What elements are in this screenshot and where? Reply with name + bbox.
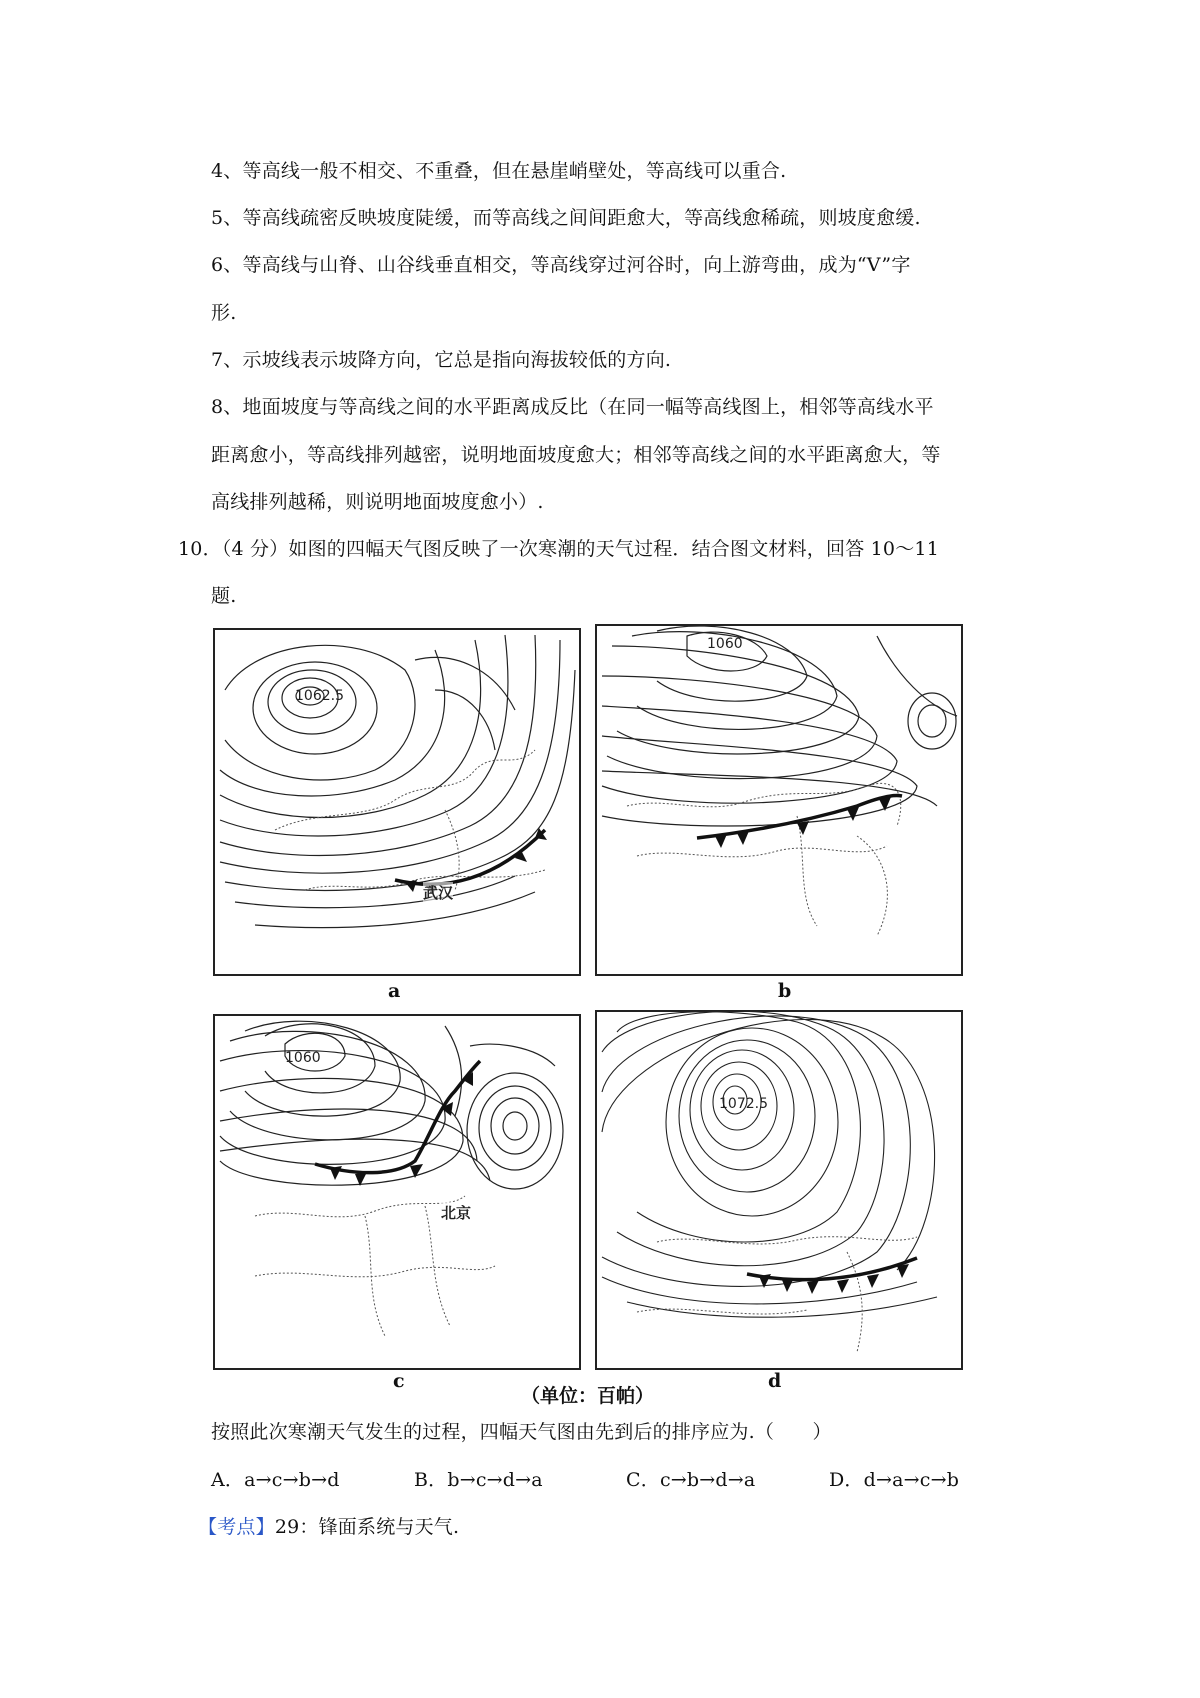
- note-8-line2: 距离愈小，等高线排列越密，说明地面坡度愈大；相邻等高线之间的水平距离愈大，等: [211, 444, 941, 466]
- pressure-unit-caption: （单位：百帕）: [521, 1385, 655, 1407]
- option-c[interactable]: C．c→b→d→a: [626, 1469, 756, 1491]
- map-label-a: a: [388, 980, 401, 1002]
- note-6-line1: 6、等高线与山脊、山谷线垂直相交，等高线穿过河谷时，向上游弯曲，成为“V”字: [211, 254, 911, 276]
- high-pressure-label-b: 1060: [707, 636, 743, 652]
- option-a[interactable]: A．a→c→b→d: [211, 1469, 340, 1491]
- weather-map-d: [595, 1010, 963, 1370]
- question-stem-line2: 题.: [211, 585, 237, 607]
- map-label-c: c: [393, 1370, 405, 1392]
- question-stem-line1: 10．（4 分）如图的四幅天气图反映了一次寒潮的天气过程．结合图文材料，回答 10～11: [178, 538, 939, 560]
- isobar-drawing-b: [597, 626, 961, 974]
- note-7: 7、示坡线表示坡降方向，它总是指向海拔较低的方向.: [211, 349, 672, 371]
- isobar-drawing-d: [597, 1012, 961, 1368]
- isobar-drawing-a: [215, 630, 579, 974]
- map-label-b: b: [778, 980, 792, 1002]
- kaodian-line: [198, 1513, 459, 1541]
- question-prompt: 按照此次寒潮天气发生的过程，四幅天气图由先到后的排序应为.（ ）: [211, 1421, 832, 1443]
- high-pressure-label-c: 1060: [285, 1050, 321, 1066]
- city-label-wuhan: 武汉: [423, 884, 454, 902]
- weather-map-c: [213, 1014, 581, 1370]
- city-label-beijing: 北京: [441, 1204, 472, 1222]
- isobar-drawing-c: [215, 1016, 579, 1368]
- weather-map-b: [595, 624, 963, 976]
- kaodian-text: 29：锋面系统与天气.: [274, 1516, 460, 1538]
- note-6-line2: 形.: [211, 302, 237, 324]
- option-b[interactable]: B．b→c→d→a: [414, 1469, 543, 1491]
- weather-map-a: [213, 628, 581, 976]
- high-pressure-label-a: 1062.5: [295, 688, 344, 704]
- map-label-d: d: [768, 1370, 782, 1392]
- high-pressure-label-d: 1072.5: [719, 1096, 768, 1112]
- note-4: 4、等高线一般不相交、不重叠，但在悬崖峭壁处，等高线可以重合.: [211, 160, 787, 182]
- note-5: 5、等高线疏密反映坡度陡缓，而等高线之间间距愈大，等高线愈稀疏，则坡度愈缓.: [211, 207, 921, 229]
- note-8-line1: 8、地面坡度与等高线之间的水平距离成反比（在同一幅等高线图上，相邻等高线水平: [211, 396, 934, 418]
- kaodian-tag: 【考点】: [198, 1516, 275, 1538]
- note-8-line3: 高线排列越稀，则说明地面坡度愈小）.: [211, 491, 544, 513]
- option-d[interactable]: D．d→a→c→b: [829, 1469, 960, 1491]
